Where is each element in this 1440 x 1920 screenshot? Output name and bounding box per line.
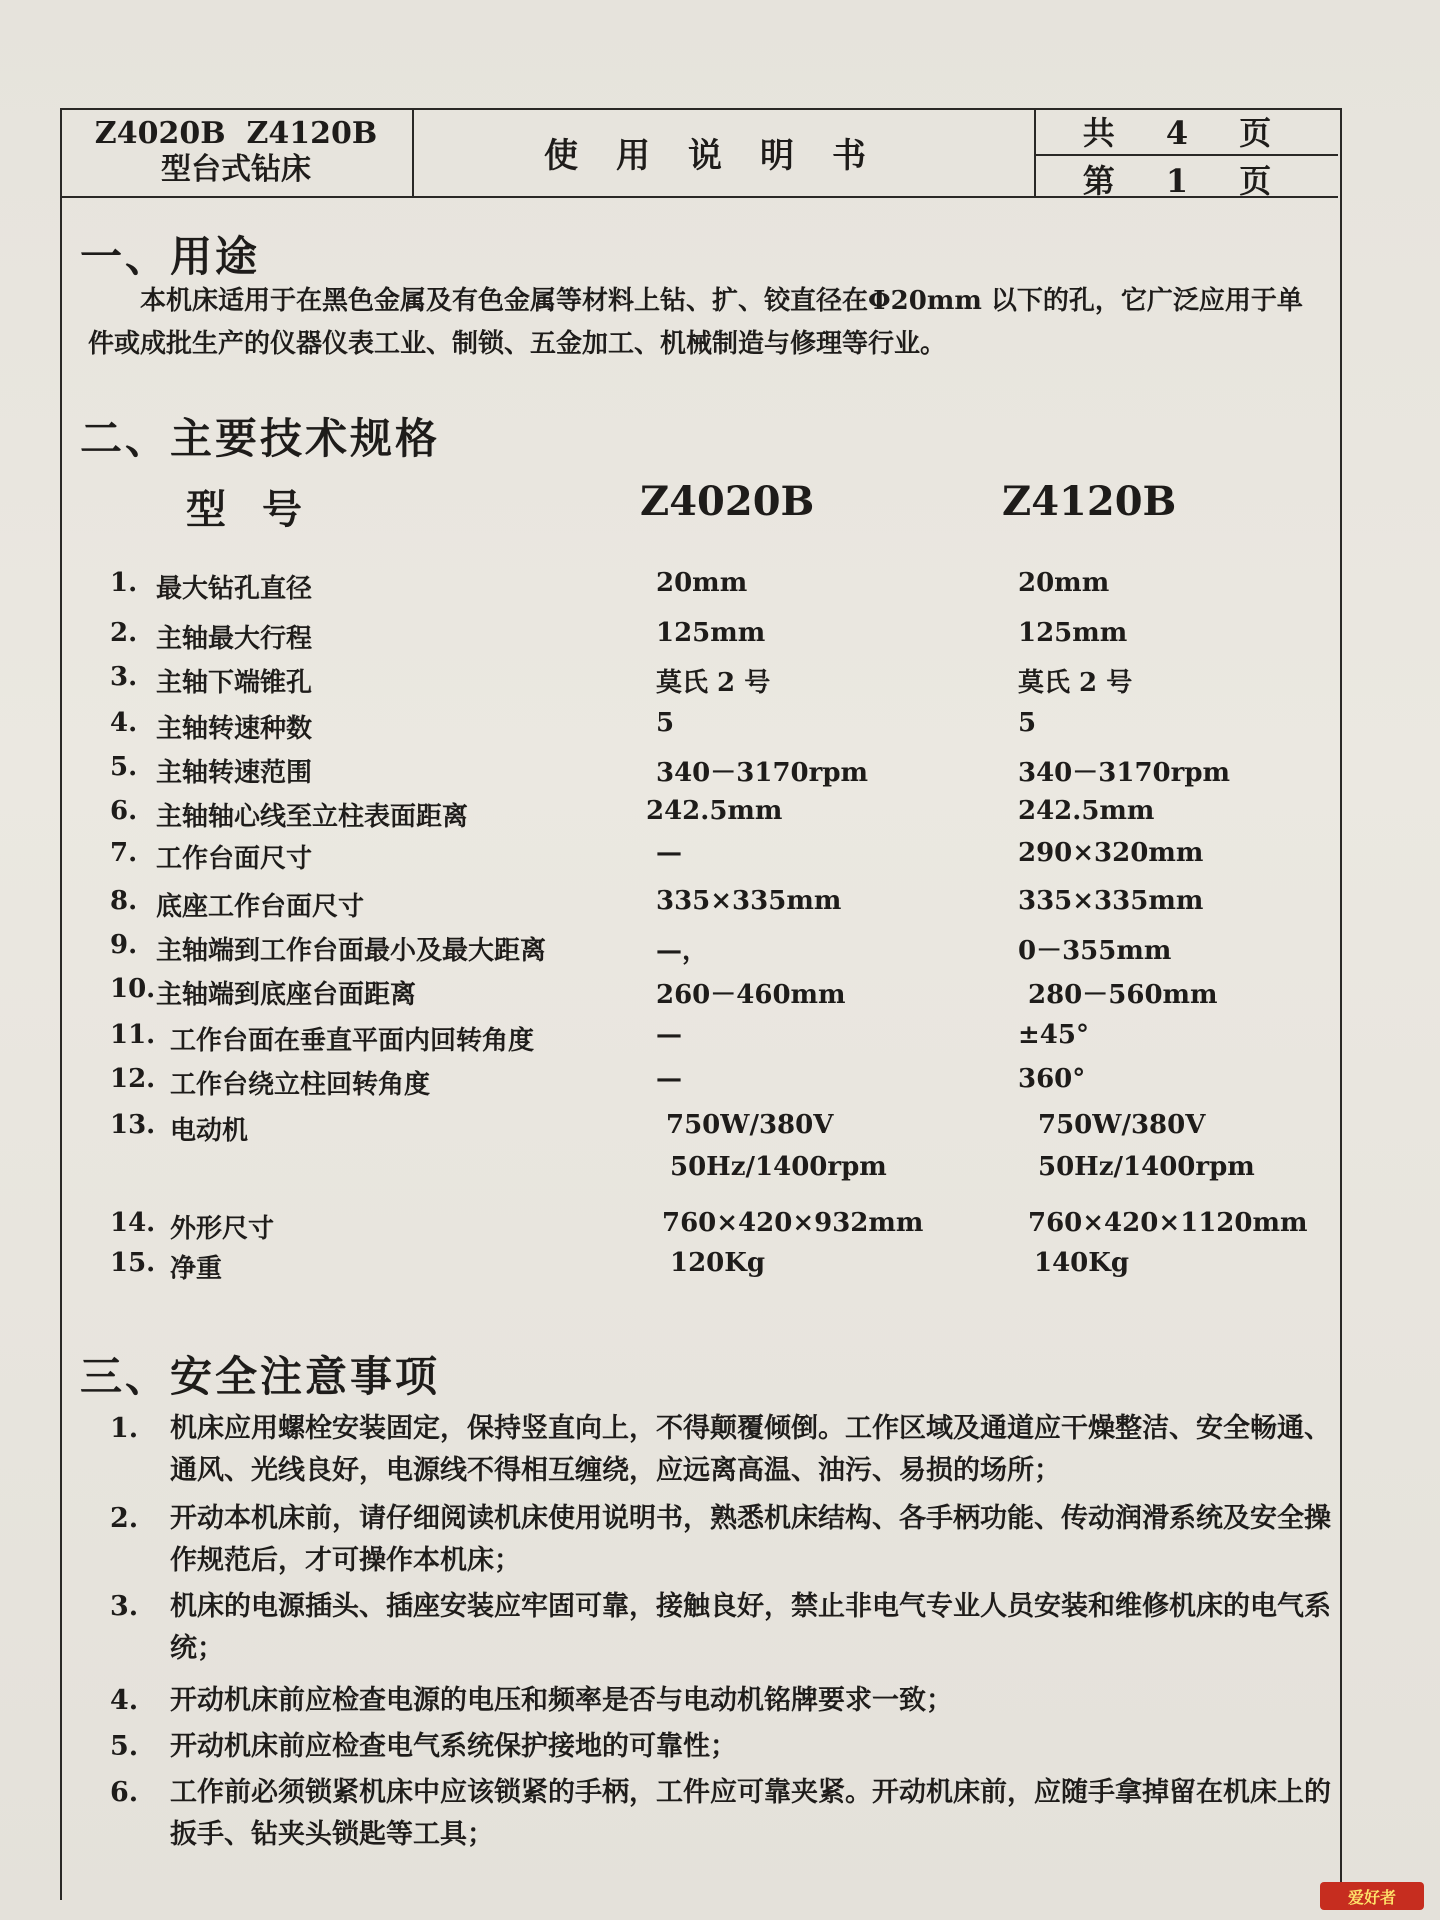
spec-row [110, 886, 1310, 926]
spec-value-a: — [656, 838, 682, 868]
spec-num: 9. [110, 930, 138, 960]
list-item-text: 开动本机床前，请仔细阅读机床使用说明书，熟悉机床结构、各手柄功能、传动润滑系统及安全操作规范后，才可操作本机床； [170, 1503, 1331, 1576]
spec-num: 15. [110, 1248, 156, 1278]
spec-num: 11. [110, 1020, 156, 1050]
list-item-number: 3. [110, 1591, 139, 1622]
spec-value-a: — [656, 1064, 682, 1094]
spec-value-b: 5 [1018, 708, 1037, 738]
spec-value-a: 20mm [656, 568, 748, 598]
spec-value-a: 50Hz/1400rpm [670, 1152, 887, 1182]
spec-value-a: 760×420×932mm [662, 1208, 924, 1238]
spec-row [110, 662, 1310, 702]
spec-row [110, 1110, 1310, 1150]
spec-name: 工作台面在垂直平面内回转角度 [170, 1026, 535, 1056]
list-item-number: 6. [110, 1777, 139, 1808]
spec-value-b: 760×420×1120mm [1028, 1208, 1308, 1238]
list-item-text: 开动机床前应检查电气系统保护接地的可靠性； [170, 1731, 737, 1762]
spec-name: 主轴轴心线至立柱表面距离 [156, 802, 469, 832]
list-item-text: 机床的电源插头、插座安装应牢固可靠，接触良好，禁止非电气专业人员安装和维修机床的电气系统； [170, 1591, 1331, 1664]
spec-value-b: 140Kg [1034, 1248, 1130, 1278]
spec-value-a: 120Kg [670, 1248, 766, 1278]
spec-num: 5. [110, 752, 138, 782]
spec-value-a: 340－3170rpm [656, 758, 869, 788]
spec-name: 工作台绕立柱回转角度 [170, 1070, 431, 1100]
spec-name: 主轴最大行程 [156, 624, 313, 654]
list-item-text: 工作前必须锁紧机床中应该锁紧的手柄，工件应可靠夹紧。开动机床前，应随手拿掉留在机床上的扳手、钻夹头锁匙等工具； [170, 1777, 1331, 1850]
spec-value-b: 335×335mm [1018, 886, 1204, 916]
section-1-title: 一、用途 [80, 232, 261, 281]
spec-name: 净重 [170, 1254, 223, 1284]
list-item [110, 1408, 1340, 1492]
spec-value-a: —， [656, 936, 709, 966]
spec-num: 8. [110, 886, 138, 916]
watermark-logo: 爱好者 [1320, 1882, 1424, 1910]
list-item-number: 2. [110, 1503, 139, 1534]
spec-value-a: 莫氏 2 号 [656, 668, 771, 698]
spec-num: 7. [110, 838, 138, 868]
spec-value-b: 125mm [1018, 618, 1128, 648]
header-machine-type: 型台式钻床 [161, 152, 311, 187]
spec-value-b: ±45° [1018, 1020, 1089, 1050]
spec-value-a: 242.5mm [646, 796, 783, 826]
header-page-info [1036, 108, 1338, 200]
model-b-header: Z4120B [1002, 478, 1177, 525]
list-item [110, 1726, 1340, 1768]
header-page-current: 第 1 页 [1082, 162, 1292, 200]
spec-row [110, 752, 1310, 792]
spec-row [110, 930, 1310, 970]
spec-row [110, 1064, 1310, 1104]
spec-row [110, 974, 1310, 1014]
list-item [110, 1680, 1340, 1722]
section-1-body: 本机床适用于在黑色金属及有色金属等材料上钻、扩、铰直径在Φ20mm 以下的孔，它广泛应用于单件或成批生产的仪器仪表工业、制锁、五金加工、机械制造与修理等行业。 [88, 286, 1303, 359]
list-item [110, 1586, 1340, 1670]
header-model-cell [60, 108, 414, 196]
spec-num: 12. [110, 1064, 156, 1094]
spec-name: 外形尺寸 [170, 1214, 275, 1244]
spec-value-b: 280－560mm [1028, 980, 1218, 1010]
spec-name: 主轴端到工作台面最小及最大距离 [156, 936, 547, 966]
spec-value-a: 750W/380V [666, 1110, 834, 1140]
list-item-number: 1. [110, 1413, 139, 1444]
spec-row [110, 1248, 1310, 1288]
spec-name: 主轴转速范围 [156, 758, 313, 788]
spec-name: 主轴下端锥孔 [156, 668, 313, 698]
spec-value-a: 260－460mm [656, 980, 846, 1010]
spec-name: 主轴端到底座台面距离 [156, 980, 417, 1010]
spec-num: 1. [110, 568, 138, 598]
list-item [110, 1772, 1340, 1856]
header-models: Z4020B Z4120B [94, 116, 378, 151]
list-item-text: 机床应用螺栓安装固定，保持竖直向上，不得颠覆倾倒。工作区域及通道应干燥整洁、安全畅通、通风、光线良好，电源线不得相互缠绕，应远离高温、油污、易损的场所； [170, 1413, 1331, 1486]
spec-row [110, 708, 1310, 748]
spec-name: 工作台面尺寸 [156, 844, 313, 874]
spec-name: 底座工作台面尺寸 [156, 892, 365, 922]
header-pages-total: 共 4 页 [1036, 108, 1338, 156]
spec-row [110, 568, 1310, 608]
document-header [60, 108, 1338, 198]
spec-row [110, 838, 1310, 878]
spec-value-b: 50Hz/1400rpm [1038, 1152, 1255, 1182]
spec-value-b: 0－355mm [1018, 936, 1172, 966]
section-3-title: 三、安全注意事项 [80, 1352, 441, 1401]
spec-value-a: 5 [656, 708, 675, 738]
spec-row [110, 618, 1310, 658]
spec-value-b: 莫氏 2 号 [1018, 668, 1133, 698]
spec-num: 3. [110, 662, 138, 692]
spec-value-b: 750W/380V [1038, 1110, 1206, 1140]
spec-num: 4. [110, 708, 138, 738]
list-item-text: 开动机床前应检查电源的电压和频率是否与电动机铭牌要求一致； [170, 1685, 953, 1716]
spec-value-a: 125mm [656, 618, 766, 648]
spec-row [110, 796, 1310, 836]
model-label: 型号 [186, 487, 338, 533]
spec-num: 2. [110, 618, 138, 648]
spec-value-b: 242.5mm [1018, 796, 1155, 826]
spec-row [110, 1152, 1310, 1192]
spec-value-a: — [656, 1020, 682, 1050]
model-a-header: Z4020B [640, 478, 815, 525]
section-2-title: 二、主要技术规格 [80, 414, 441, 463]
spec-num: 13. [110, 1110, 156, 1140]
spec-value-b: 290×320mm [1018, 838, 1204, 868]
spec-value-b: 20mm [1018, 568, 1110, 598]
spec-name: 电动机 [170, 1116, 249, 1146]
spec-name: 最大钻孔直径 [156, 574, 313, 604]
spec-value-b: 360° [1018, 1064, 1086, 1094]
spec-name: 主轴转速种数 [156, 714, 313, 744]
header-doc-title: 使用说明书 [414, 108, 1036, 196]
spec-value-a: 335×335mm [656, 886, 842, 916]
section-1-text [88, 280, 1328, 366]
list-item-number: 5. [110, 1731, 139, 1762]
spec-num: 14. [110, 1208, 156, 1238]
spec-num: 6. [110, 796, 138, 826]
list-item [110, 1498, 1340, 1582]
spec-num: 10. [110, 974, 156, 1004]
list-item-number: 4. [110, 1685, 139, 1716]
spec-value-b: 340－3170rpm [1018, 758, 1231, 788]
spec-row [110, 1020, 1310, 1060]
spec-row [110, 1208, 1310, 1248]
